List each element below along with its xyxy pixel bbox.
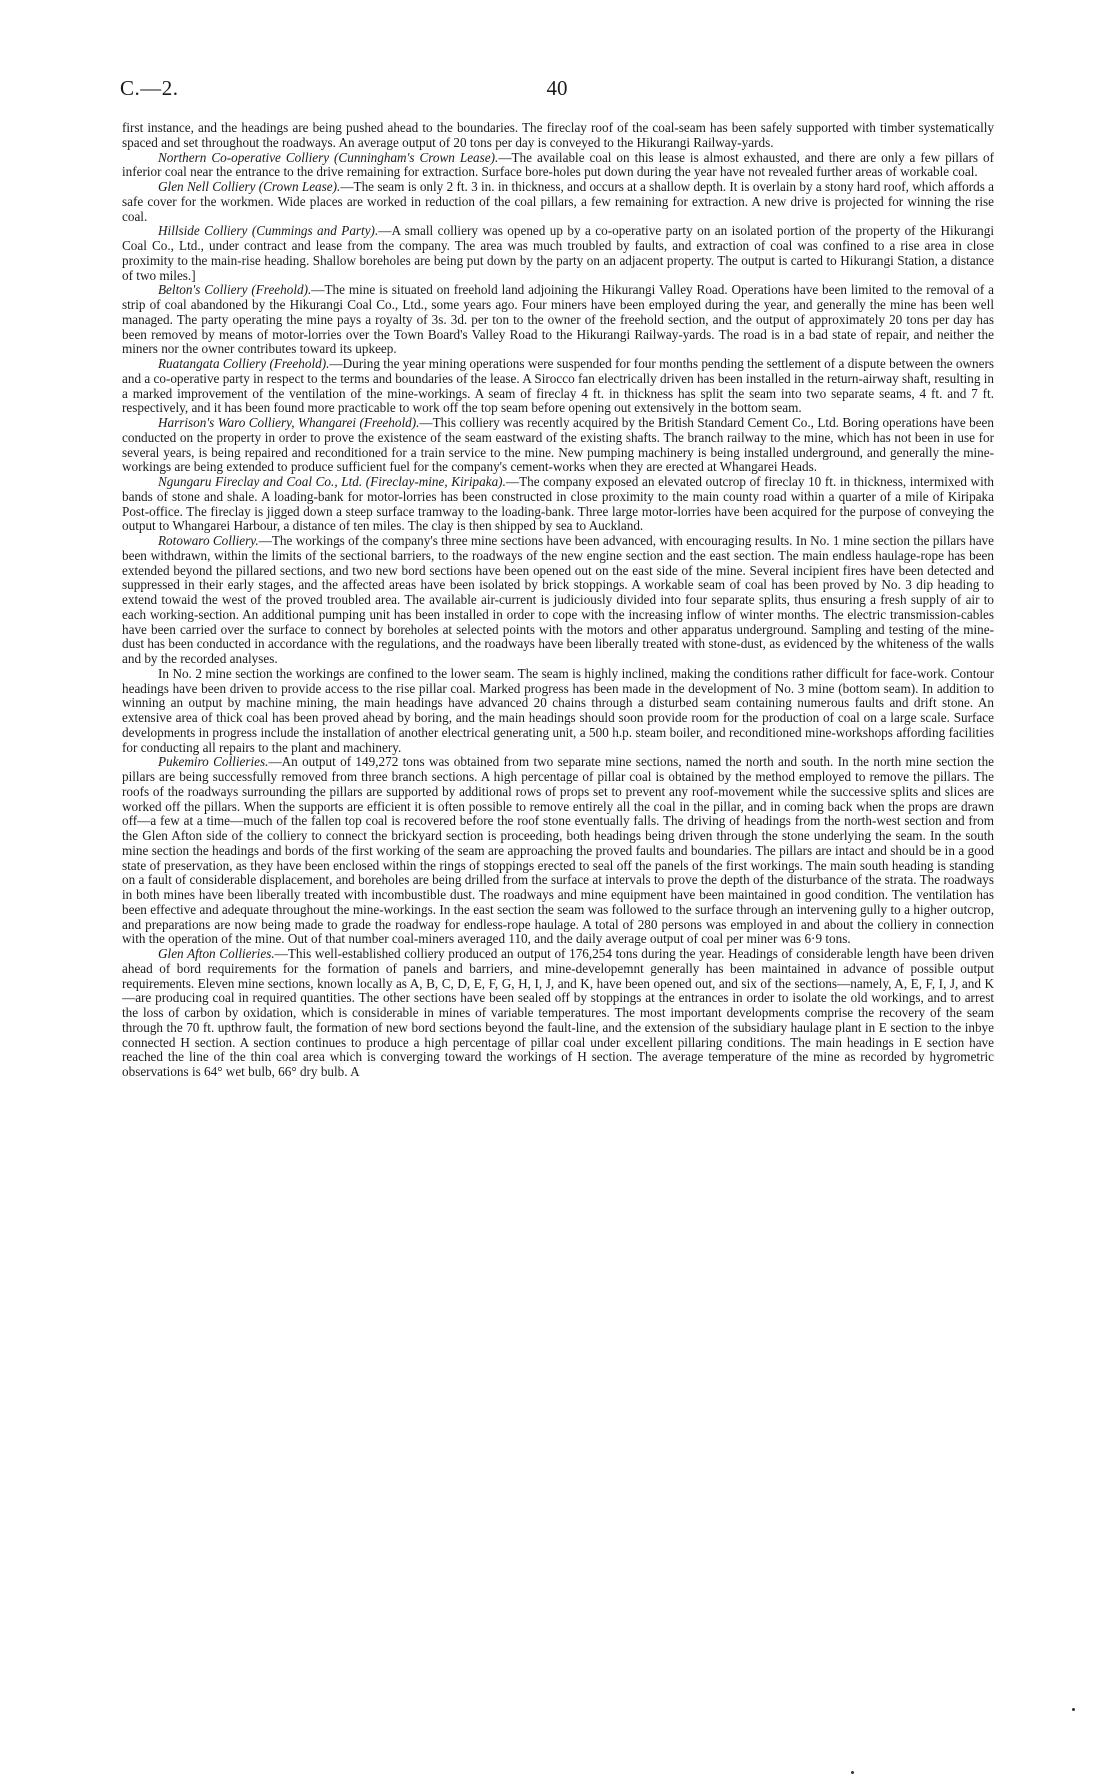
- body-text: [122, 121, 994, 1080]
- paragraph-title: Pukemiro Collieries.: [158, 754, 269, 770]
- paragraph: [122, 283, 994, 357]
- paragraph-title: Rotowaro Colliery.: [158, 533, 259, 548]
- paragraph: [122, 667, 994, 756]
- paragraph: [122, 121, 994, 151]
- page-number: 40: [546, 76, 568, 100]
- paragraph-title: Ruatangata Colliery (Freehold).: [158, 356, 330, 371]
- paragraph-text: —The company exposed an elevated outcrop of fireclay 10 ft. in thickness, intermixed with bands of stone and shale. A loading-bank for motor-lorries has been constructed in close proximity to the main county road within a quarter of a mile of Kiripaka Post-office. The fireclay is jigged down a steep surface tramway to the loading-bank. Three large motor-lorries have been acquired for the purpose of conveying the output to Whangarei Harbour, a distance of ten miles. The clay is then shipped by sea to Auckland.: [122, 474, 994, 534]
- scan-speck: [1072, 1708, 1075, 1711]
- paragraph-text: —The seam is only 2 ft. 3 in. in thickness, and occurs at a shallow depth. It is overlain by a stony hard roof, which affords a safe cover for the workmen. Wide places are worked in reduction of the coal pillars, a few remaining for extraction. A new drive is projected for winning the rise coal.: [122, 179, 994, 224]
- paragraph: [122, 224, 994, 283]
- paragraph-text: —During the year mining operations were suspended for four months pending the settlement of a dispute between the owners and a co-operative party in respect to the terms and boundaries of the lease. A Sirocco fan electrically driven has been installed in the return-airway shaft, resulting in a marked improvement of the ventilation of the mine-workings. A seam of fireclay 4 ft. in thickness has split the seam into two separate seams, 4 ft. and 7 ft. respectively, and it has been found more practicable to work off the top seam before opening out extensively in the bottom seam.: [122, 356, 994, 416]
- paragraph-text: —This well-established colliery produced an output of 176,254 tons during the year. Headings of considerable length have been driven ahead of bord requirements for the formation of panels and barriers, and mine-developemnt generally has been maintained in advance of possible output requirements. Eleven mine sections, known locally as A, B, C, D, E, F, G, H, I, J, and K, have been opened out, and six of the sections—namely, A, E, F, I, J, and K—are producing coal in required quantities. The other sections have been sealed off by stoppings at the entrances in order to isolate the old workings, and to arrest the loss of carbon by oxidation, which is considerable in mines of variable temperatures. The most important developments comprise the recovery of the seam through the 70 ft. upthrow fault, the formation of new bord sections beyond the fault-line, and the extension of the subsidiary haulage plant in E section to the inbye connected H section. A section continues to produce a high percentage of pillar coal under excellent pillaring conditions. The main headings in E section have reached the line of the thin coal area which is converging toward the workings of H section. The average temperature of the mine as recorded by hygrometric observations is 64° wet bulb, 66° dry bulb. A: [122, 946, 994, 1079]
- paragraph-text: —A small colliery was opened up by a co-operative party on an isolated portion of the property of the Hikurangi Coal Co., Ltd., under contract and lease from the company. The area was much troubled by faults, and extraction of coal was confined to a rise area in close proximity to the main-rise heading. Shallow boreholes are being put down by the party on an adjacent property. The output is carted to Hikurangi Station, a distance of two miles.]: [122, 223, 994, 283]
- paragraph: [122, 475, 994, 534]
- paragraph: [122, 357, 994, 416]
- scan-speck: [851, 1771, 854, 1774]
- paragraph-title: Belton's Colliery (Freehold).: [158, 282, 312, 298]
- paragraph-title: Glen Nell Colliery (Crown Lease).: [158, 179, 341, 194]
- paragraph-text: —The workings of the company's three mine sections have been advanced, with encouraging results. In No. 1 mine section the pillars have been withdrawn, within the limits of the sectional barriers, to the roadways of the new engine section and the east section. The main endless haulage-rope has been extended beyond the pillared sections, and two new bord sections have been opened out on the east side of the mine. Several incipient fires have been detected and suppressed in their early stages, and the affected areas have been isolated by brick stoppings. A workable seam of coal has been proved by No. 3 dip heading to extend towaid the west of the proved troubled area. The available air-current is judiciously divided into four separate splits, thus ensuring a fresh supply of air to each working-section. An additional pumping unit has been installed in order to cope with the increasing inflow of winter months. The electric transmission-cables have been carried over the surface to connect by boreholes at selected points with the motors and other apparatus underground. Sampling and testing of the mine-dust has been conducted in accordance with the regulations, and the roadways have been liberally treated with stone-dust, as evidenced by the whiteness of the walls and by the recorded analyses.: [122, 533, 994, 666]
- document-code: C.—2.: [120, 76, 179, 100]
- paragraph: [122, 755, 994, 947]
- paragraph: [122, 416, 994, 475]
- paragraph: [122, 151, 994, 181]
- paragraph: [122, 947, 994, 1080]
- paragraph-title: Glen Afton Collieries.: [158, 946, 275, 961]
- paragraph-text: —This colliery was recently acquired by the British Standard Cement Co., Ltd. Boring operations have been conducted on the property in order to prove the existence of the seam eastward of the existing shafts. The branch railway to the mine, which has not been in use for several years, is being repaired and reconditioned for a train service to the mine. New pumping machinery is being installed underground, and generally the mine-workings are being extended to produce sufficient fuel for the company's cement-works when they are erected at Whangarei Heads.: [122, 415, 994, 475]
- paragraph-title: Hillside Colliery (Cummings and Party).: [158, 223, 379, 239]
- paragraph-text: —The mine is situated on freehold land adjoining the Hikurangi Valley Road. Operations have been limited to the removal of a strip of coal abandoned by the Hikurangi Coal Co., Ltd., some years ago. Four miners have been employed during the year, and generally the mine has been well managed. The party operating the mine pays a royalty of 3s. 3d. per ton to the owner of the freehold section, and the output of approximately 20 tons per day has been removed by means of motor-lorries over the Town Board's Valley Road to the Hikurangi Railway-yards. The road is in a bad state of repair, and neither the miners nor the owner contributes toward its upkeep.: [122, 282, 995, 357]
- paragraph-title: Ngungaru Fireclay and Coal Co., Ltd. (Fireclay-mine, Kiripaka).: [158, 474, 506, 489]
- paragraph-text: —An output of 149,272 tons was obtained from two separate mine sections, named the north and south. In the north mine section the pillars are being successfully removed from three branch sections. A high percentage of pillar coal is obtained by the method employed to remove the pillars. The roofs of the roadways surrounding the pillars are supported by additional rows of props set to prevent any roof-movement while the successive splits and slices are worked off the pillars. When the supports are efficient it is often possible to remove entirely all the coal in the pillar, and in coming back when the props are drawn off—a few at a time—much of the fallen top coal is recovered before the roof stone eventually falls. The driving of headings from the north-west section and from the Glen Afton side of the colliery to connect the brickyard section is proceeding, both headings being driven through the stone underlying the seam. In the south mine section the headings and bords of the first working of the seam are approaching the proved faults and boundaries. The pillars are intact and should be in a good state of preservation, as they have been enclosed within the rings of stoppings erected to seal off the panels of the first workings. The main south heading is standing on a fault of considerable displacement, and boreholes are being drilled from the surface at intervals to prove the depth of the disturbance of the strata. The roadways in both mines have been liberally treated with incombustible dust. The roadways and mine equipment have been maintained in good condition. The ventilation has been effective and adequate throughout the mine-workings. In the east section the seam was followed to the surface through an intervening gully to a higher outcrop, and preparations are now being made to grade the roadway for endless-rope haulage. A total of 280 persons was employed in and about the colliery in connection with the operation of the mine. Out of that number coal-miners averaged 110, and the daily average output of coal per miner was 6·9 tons.: [122, 754, 995, 947]
- paragraph-text: —The available coal on this lease is almost exhausted, and there are only a few pillars of inferior coal near the entrance to the drive remaining for extraction. Surface bore-holes put down during the year have not revealed further areas of workable coal.: [122, 149, 994, 180]
- paragraph-title: Northern Co-operative Colliery (Cunningham's Crown Lease).: [158, 149, 499, 165]
- paragraph: [122, 180, 994, 224]
- page-header: [120, 76, 994, 106]
- paragraph-text: first instance, and the headings are being pushed ahead to the boundaries. The fireclay roof of the coal-seam has been safely supported with timber systematically spaced and set throughout the roadways. An average output of 20 tons per day is conveyed to the Hikurangi Railway-yards.: [122, 120, 994, 150]
- paragraph-title: Harrison's Waro Colliery, Whangarei (Freehold).: [158, 415, 420, 430]
- paragraph-text: In No. 2 mine section the workings are confined to the lower seam. The seam is highly inclined, making the conditions rather difficult for face-work. Contour headings have been driven to provide access to the rise pillar coal. Marked progress has been made in the development of No. 3 mine (bottom seam). In addition to winning an output by machine mining, the main headings have advanced 20 chains through a disturbed seam containing numerous faults and drift stone. An extensive area of thick coal has been proved ahead by boring, and the main headings should soon provide room for the production of coal on a large scale. Surface developments in progress include the installation of another electrical generating unit, a 500 h.p. steam boiler, and reconditioned mine-workshops affording facilities for conducting all repairs to the plant and machinery.: [122, 665, 994, 755]
- paragraph: [122, 534, 994, 667]
